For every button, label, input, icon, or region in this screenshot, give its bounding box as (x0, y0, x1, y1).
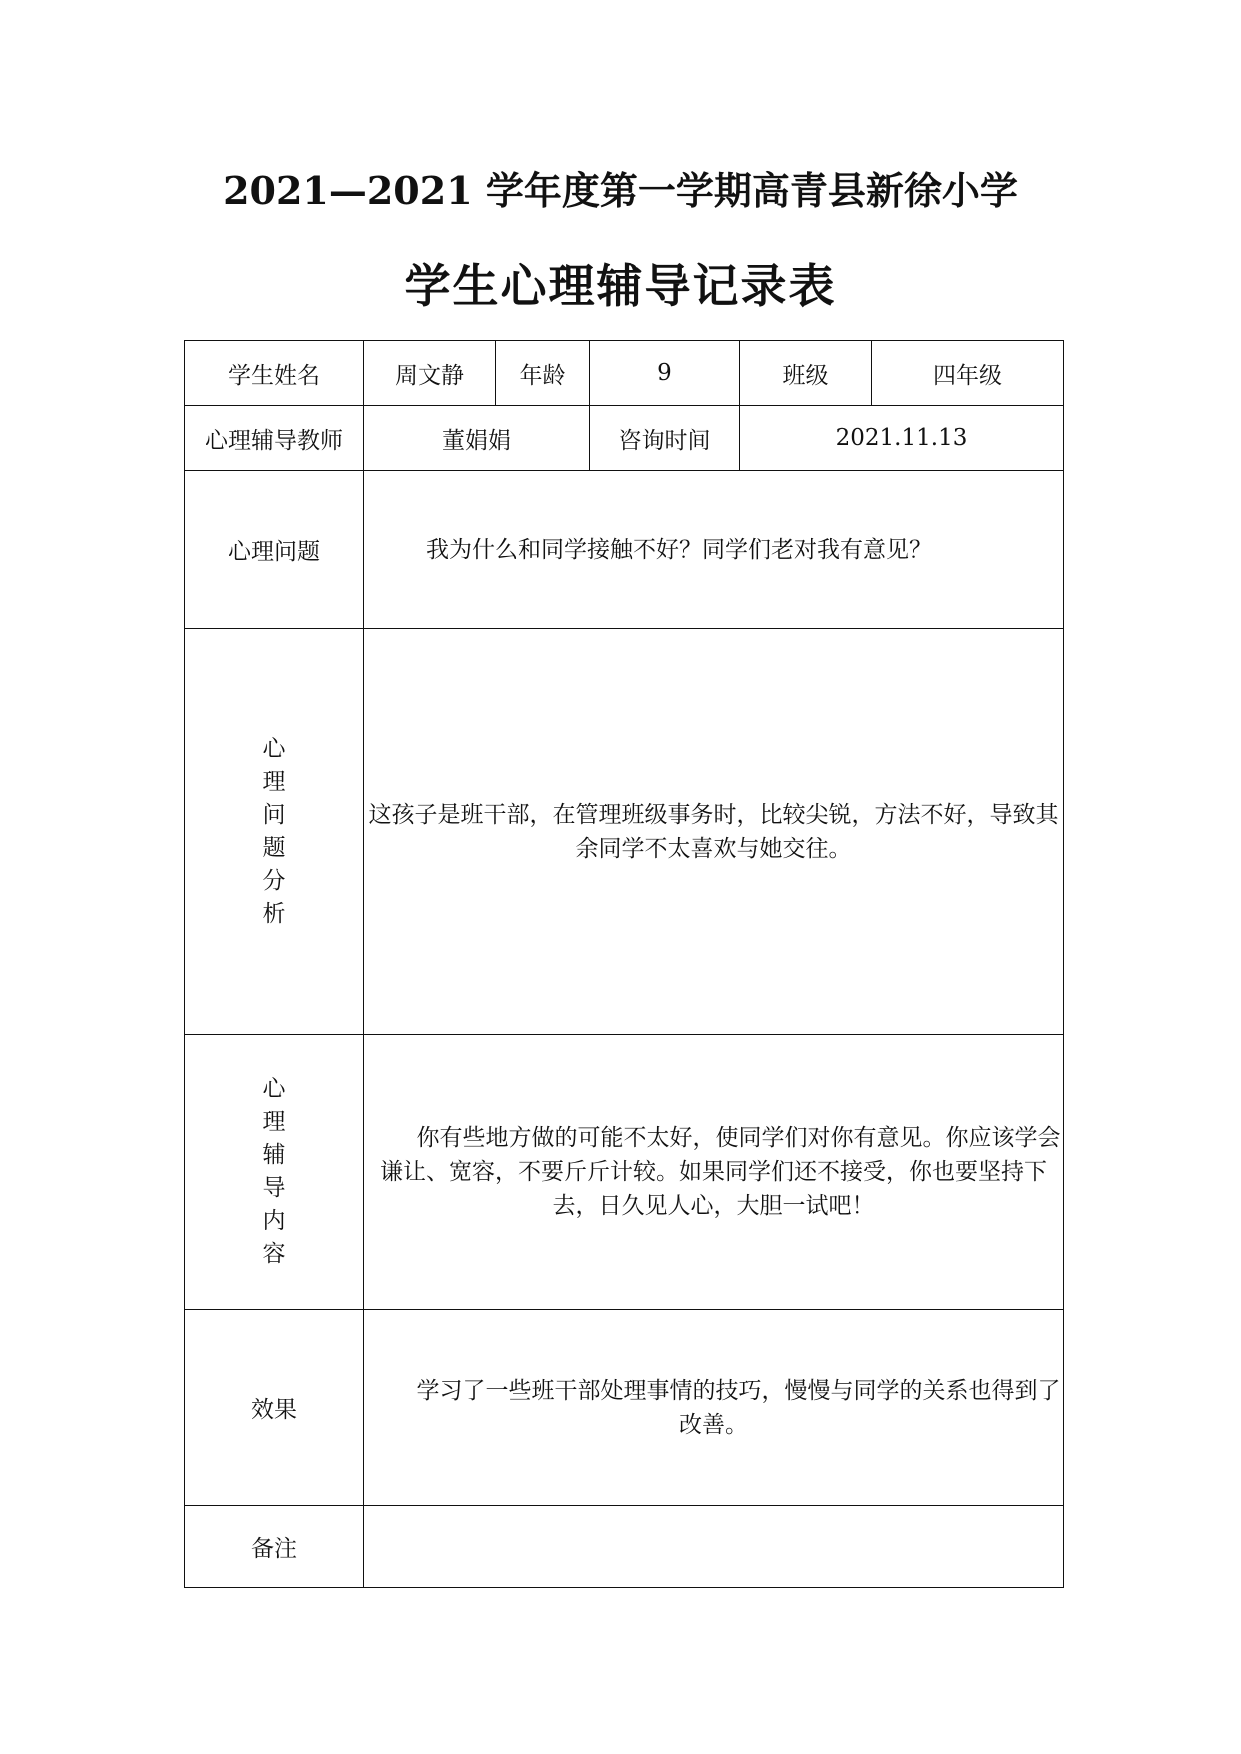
effect-value: 学习了一些班干部处理事情的技巧，慢慢与同学的关系也得到了改善。 (364, 1310, 1064, 1506)
table-row (185, 471, 1064, 629)
remarks-value (364, 1506, 1064, 1588)
effect-label: 效果 (185, 1310, 364, 1506)
analysis-label-char: 心 (262, 735, 286, 762)
table-row (185, 629, 1064, 1035)
remarks-label: 备注 (185, 1506, 364, 1588)
guidance-label-char: 理 (262, 1109, 286, 1135)
guidance-label-char: 辅 (262, 1142, 286, 1168)
guidance-label-char: 容 (262, 1241, 286, 1267)
table-row (185, 341, 1064, 406)
age-label: 年龄 (496, 341, 590, 406)
analysis-label-char: 题 (262, 834, 286, 861)
document-title-line-1: 2021—2021 学年度第一学期高青县新徐小学 (223, 168, 1018, 213)
teacher-value: 董娟娟 (364, 406, 590, 471)
analysis-label-char: 理 (262, 768, 286, 795)
analysis-label-char: 析 (262, 900, 286, 927)
student-name-label: 学生姓名 (185, 341, 364, 406)
guidance-label-char: 导 (262, 1175, 286, 1201)
table-row (185, 1310, 1064, 1506)
table-row (185, 406, 1064, 471)
problem-label: 心理问题 (185, 471, 364, 629)
student-name-value: 周文静 (364, 341, 496, 406)
guidance-value: 你有些地方做的可能不太好，使同学们对你有意见。你应该学会谦让、宽容，不要斤斤计较。如果同学们还不接受，你也要坚持下去，日久见人心，大胆一试吧！ (364, 1035, 1064, 1310)
document-title: 学生心理辅导记录表 (404, 259, 837, 313)
problem-value: 我为什么和同学接触不好？同学们老对我有意见？ (364, 471, 1064, 629)
guidance-label (185, 1035, 364, 1310)
class-value: 四年级 (872, 341, 1064, 406)
analysis-label-char: 问 (262, 801, 286, 828)
table-row (185, 1506, 1064, 1588)
analysis-label (185, 629, 364, 1035)
analysis-value: 这孩子是班干部，在管理班级事务时，比较尖锐，方法不好，导致其余同学不太喜欢与她交往。 (364, 629, 1064, 1035)
guidance-label-char: 心 (262, 1076, 286, 1102)
age-value: 9 (590, 341, 740, 406)
guidance-label-char: 内 (262, 1208, 286, 1234)
table-row (185, 1035, 1064, 1310)
analysis-label-char: 分 (262, 867, 286, 894)
consult-time-label: 咨询时间 (590, 406, 740, 471)
record-table (184, 340, 1064, 1588)
teacher-label: 心理辅导教师 (185, 406, 364, 471)
consult-time-value: 2021.11.13 (740, 406, 1064, 471)
class-label: 班级 (740, 341, 872, 406)
